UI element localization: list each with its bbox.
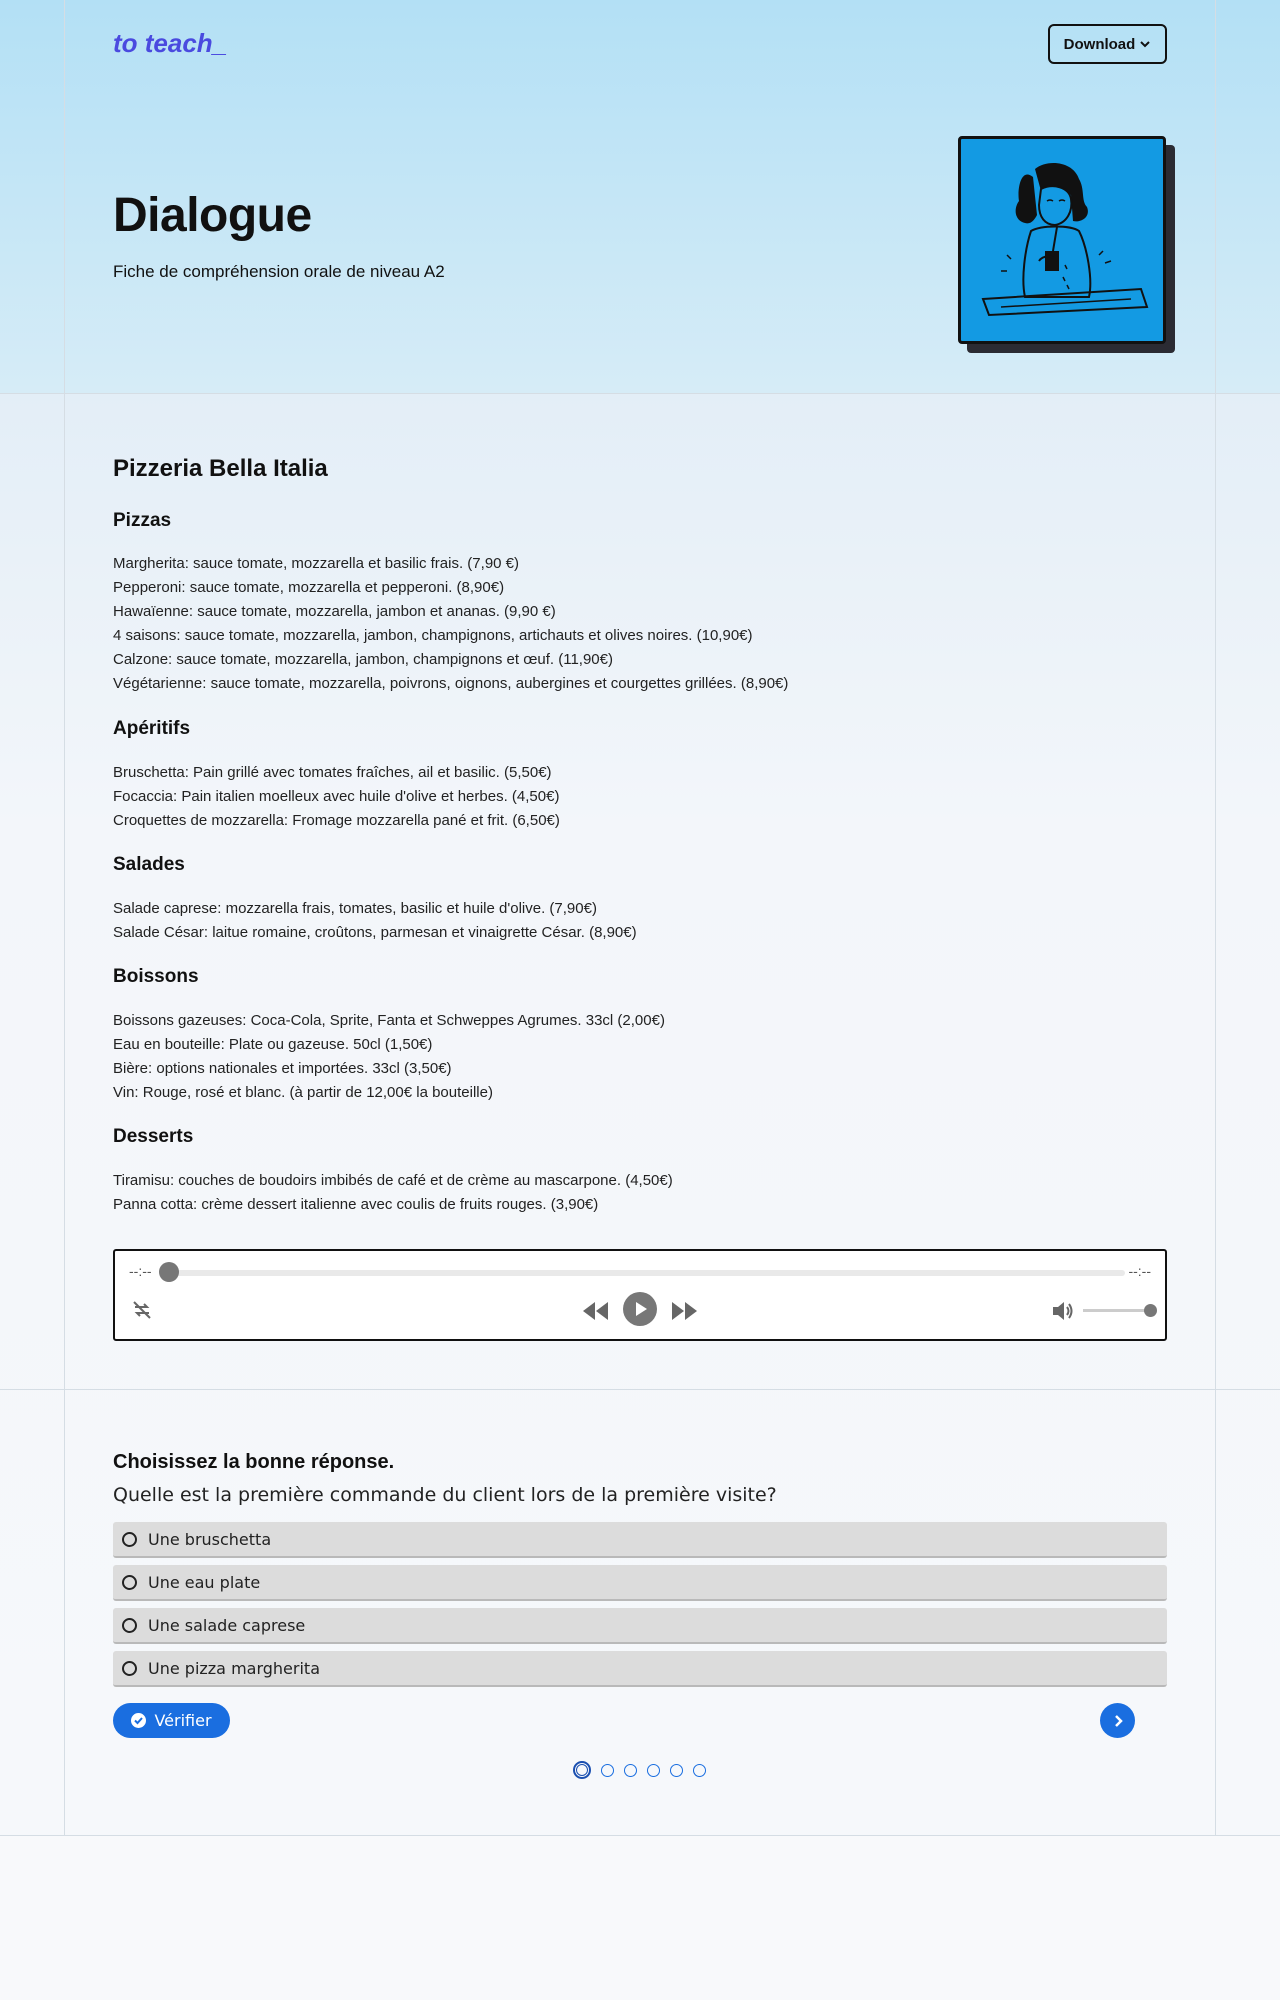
volume-track[interactable] (1083, 1309, 1153, 1312)
answer-option[interactable] (113, 1608, 1167, 1644)
page-title: Dialogue (113, 189, 312, 242)
radio-button[interactable] (122, 1661, 137, 1676)
pagination-dot[interactable] (670, 1764, 683, 1777)
menu-item: Vin: Rouge, rosé et blanc. (à partir de 12,00€ la bouteille) (113, 1084, 493, 1101)
section-title-desserts: Desserts (113, 1126, 194, 1147)
menu-item: Panna cotta: crème dessert italienne avec coulis de fruits rouges. (3,90€) (113, 1196, 599, 1213)
pagination-dot[interactable] (601, 1764, 614, 1777)
answer-label: Une salade caprese (148, 1615, 306, 1635)
menu-list-boissons (113, 1009, 665, 1105)
menu-item: Focaccia: Pain italien moelleux avec huile d'olive et herbes. (4,50€) (113, 788, 560, 805)
menu-item: Margherita: sauce tomate, mozzarella et basilic frais. (7,90 €) (113, 555, 520, 572)
download-label: Download (1063, 35, 1136, 53)
radio-button[interactable] (122, 1532, 137, 1547)
menu-item: Végétarienne: sauce tomate, mozzarella, poivrons, oignons, aubergines et courgettes grillées. (8,90€) (113, 675, 789, 692)
volume-icon[interactable] (1051, 1300, 1075, 1322)
duration-time: --:-- (1128, 1263, 1151, 1279)
verify-label: Vérifier (154, 1711, 212, 1730)
pagination-dot[interactable] (693, 1764, 706, 1777)
menu-list-aperitifs (113, 761, 560, 833)
grid-line-right (1215, 0, 1216, 1835)
next-question-button[interactable] (1100, 1703, 1135, 1738)
answer-label: Une pizza margherita (148, 1658, 320, 1678)
volume-knob[interactable] (1144, 1304, 1157, 1317)
answer-label: Une eau plate (148, 1572, 261, 1592)
section-title-aperitifs: Apéritifs (113, 718, 191, 739)
section-divider (0, 393, 1280, 394)
menu-item: Salade César: laitue romaine, croûtons, parmesan et vinaigrette César. (8,90€) (113, 924, 637, 941)
quiz-question: Quelle est la première commande du client lors de la première visite? (113, 1484, 777, 1506)
menu-item: Pepperoni: sauce tomate, mozzarella et pepperoni. (8,90€) (113, 579, 505, 596)
answer-option[interactable] (113, 1651, 1167, 1687)
menu-item: Tiramisu: couches de boudoirs imbibés de café et de crème au mascarpone. (4,50€) (113, 1172, 673, 1189)
chevron-right-icon (1111, 1714, 1125, 1728)
fast-forward-icon[interactable] (671, 1300, 699, 1322)
answer-option[interactable] (113, 1522, 1167, 1558)
woman-drinking-illustration (961, 139, 1163, 341)
audio-player (113, 1249, 1167, 1341)
progress-thumb[interactable] (159, 1262, 179, 1282)
menu-list-desserts (113, 1169, 673, 1217)
rewind-icon[interactable] (581, 1300, 609, 1322)
menu-item: Bruschetta: Pain grillé avec tomates fraîches, ail et basilic. (5,50€) (113, 764, 552, 781)
grid-line-left (64, 0, 65, 1835)
answer-label: Une bruschetta (148, 1529, 272, 1549)
menu-list-pizzas (113, 552, 788, 696)
pagination-dot-active[interactable] (573, 1761, 591, 1779)
question-pagination (573, 1761, 706, 1779)
pagination-dot[interactable] (647, 1764, 660, 1777)
menu-item: Eau en bouteille: Plate ou gazeuse. 50cl (1,50€) (113, 1036, 433, 1053)
section-title-salades: Salades (113, 854, 185, 875)
menu-list-salades (113, 897, 637, 945)
pagination-dot[interactable] (624, 1764, 637, 1777)
quiz-instruction: Choisissez la bonne réponse. (113, 1451, 395, 1473)
page-subtitle: Fiche de compréhension orale de niveau A2 (113, 262, 445, 281)
section-divider (0, 1835, 1280, 1836)
menu-item: Calzone: sauce tomate, mozzarella, jambon, champignons et œuf. (11,90€) (113, 651, 613, 668)
menu-item: Boissons gazeuses: Coca-Cola, Sprite, Fanta et Schweppes Agrumes. 33cl (2,00€) (113, 1012, 665, 1029)
progress-track[interactable] (165, 1270, 1125, 1276)
menu-item: Hawaïenne: sauce tomate, mozzarella, jambon et ananas. (9,90 €) (113, 603, 556, 620)
download-button[interactable] (1048, 24, 1167, 64)
check-circle-icon (131, 1713, 146, 1728)
verify-button[interactable] (113, 1703, 230, 1738)
answer-option[interactable] (113, 1565, 1167, 1601)
section-title-boissons: Boissons (113, 966, 199, 987)
section-divider (0, 1389, 1280, 1390)
site-logo[interactable]: to teach_ (113, 28, 228, 58)
hero-illustration (958, 136, 1166, 344)
section-title-pizzas: Pizzas (113, 510, 172, 531)
menu-item: Salade caprese: mozzarella frais, tomates, basilic et huile d'olive. (7,90€) (113, 900, 597, 917)
current-time: --:-- (129, 1263, 152, 1279)
radio-button[interactable] (122, 1575, 137, 1590)
radio-button[interactable] (122, 1618, 137, 1633)
loop-icon[interactable] (131, 1299, 153, 1321)
menu-title: Pizzeria Bella Italia (113, 455, 328, 482)
menu-item: Croquettes de mozzarella: Fromage mozzarella pané et frit. (6,50€) (113, 812, 560, 829)
menu-item: Bière: options nationales et importées. 33cl (3,50€) (113, 1060, 452, 1077)
play-icon[interactable] (623, 1292, 657, 1326)
menu-item: 4 saisons: sauce tomate, mozzarella, jambon, champignons, artichauts et olives noires. (10,90€) (113, 627, 753, 644)
chevron-down-icon (1139, 38, 1151, 50)
